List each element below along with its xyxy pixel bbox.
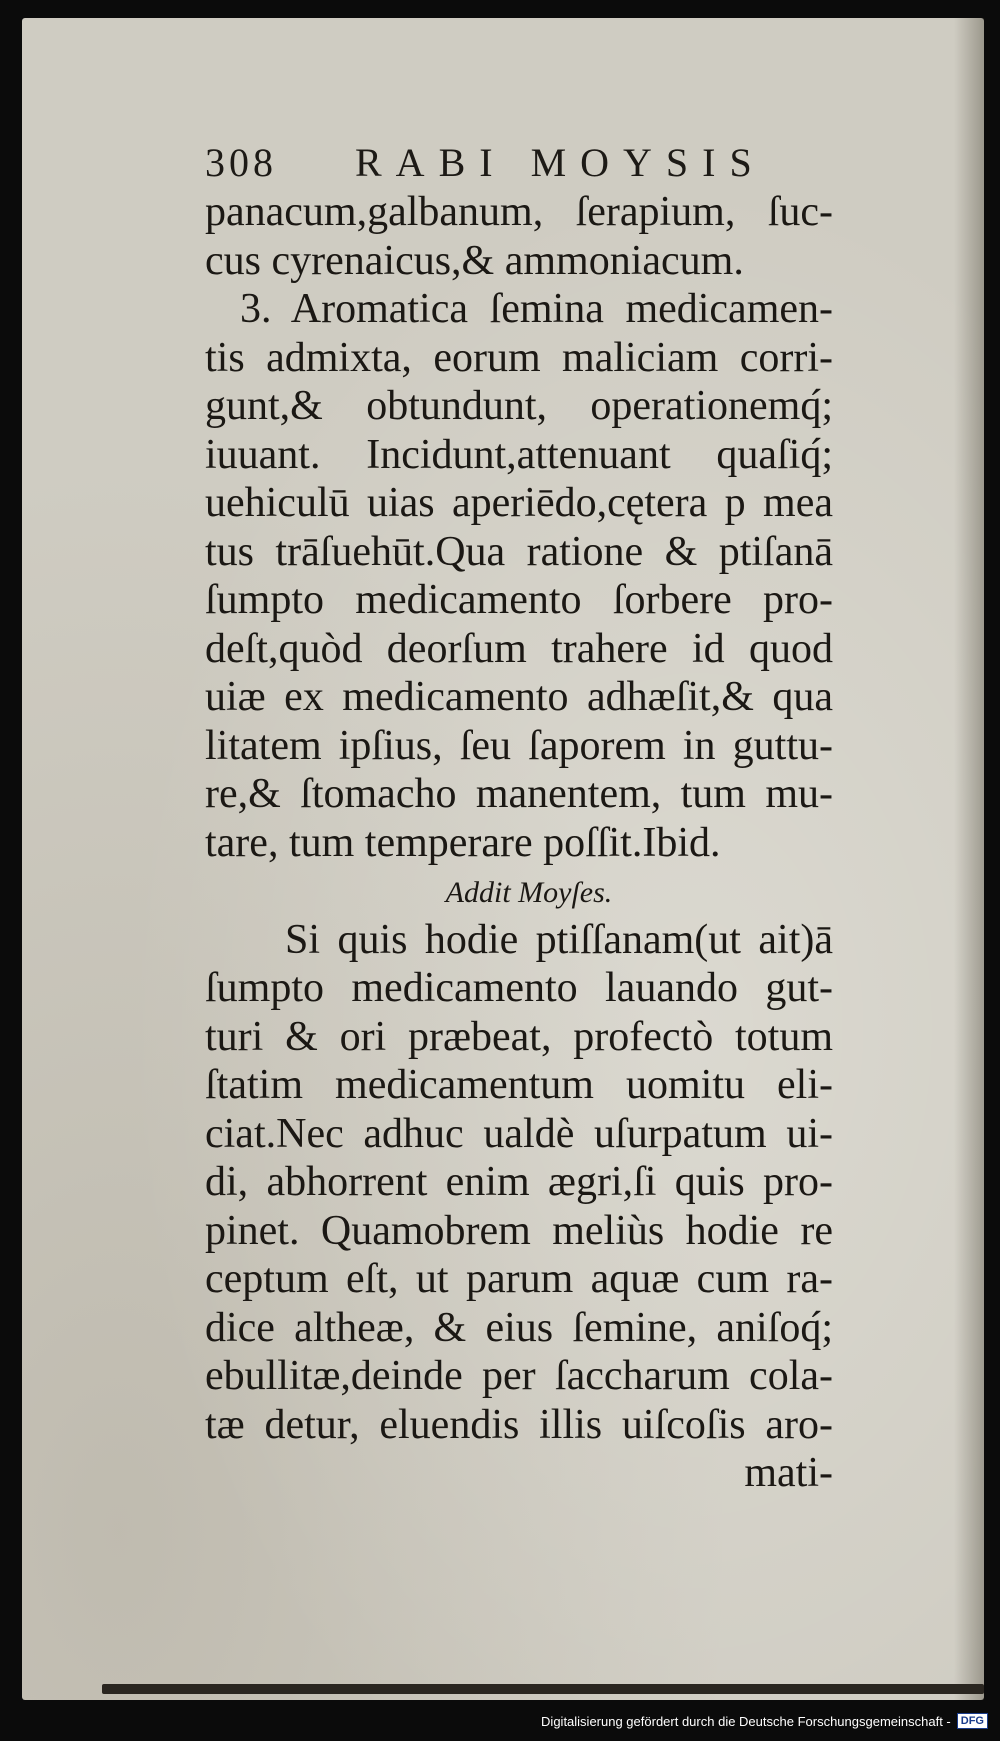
- text-line: tis admixta, eorum maliciam corri-: [205, 334, 833, 381]
- page-number: 308: [205, 140, 277, 185]
- text-line: di, abhorrent enim ægri,ſi quis pro-: [205, 1159, 833, 1205]
- text-line: re,& ſtomacho manentem, tum mu-: [205, 771, 833, 817]
- text-line: deſt,quòd deorſum trahere id quod: [205, 625, 833, 672]
- text-line: 3. Aromatica ſemina medicamen-: [240, 286, 833, 332]
- text-line: turi & ori præbeat, profectò totum: [205, 1013, 833, 1060]
- text-line: panacum,galbanum, ſerapium, ſuc-: [205, 189, 833, 235]
- page-header: [205, 135, 805, 187]
- text-line: gunt,& obtundunt, operationemq́;: [205, 383, 833, 429]
- text-line: ebullitæ,deinde per ſaccharum cola-: [205, 1353, 833, 1399]
- text-line: ſumpto medicamento lauando gut-: [205, 965, 833, 1011]
- digitization-footer: [541, 1711, 988, 1731]
- text-line: pinet. Quamobrem meliùs hodie re: [205, 1207, 833, 1254]
- text-line: ſumpto medicamento ſorbere pro-: [205, 577, 833, 623]
- text-line: iuuant. Incidunt,attenuant quaſiq́;: [205, 431, 833, 478]
- text-line: ſtatim medicamentum uomitu eli-: [205, 1062, 833, 1108]
- running-title: RABI MOYSIS: [355, 140, 766, 185]
- text-line: tus trāſuehūt.Qua ratione & ptiſanā: [205, 528, 833, 575]
- dfg-logo: DFG: [957, 1713, 988, 1729]
- text-line: litatem ipſius, ſeu ſaporem in guttu-: [205, 722, 833, 769]
- text-line: tæ detur, eluendis illis uiſcoſis aro-: [205, 1401, 833, 1448]
- text-line: Si quis hodie ptiſſanam(ut ait)ā: [285, 916, 833, 963]
- text-line: uehiculū uias aperiēdo,cętera p mea: [205, 480, 833, 526]
- text-line: dice altheæ, & eius ſemine, aniſoq́;: [205, 1304, 833, 1351]
- body-text: [205, 188, 833, 1498]
- text-line: ceptum eſt, ut parum aquæ cum ra-: [205, 1256, 833, 1302]
- text-line: uiæ ex medicamento adhæſit,& qua: [205, 674, 833, 720]
- page-bottom-edge: [102, 1684, 984, 1694]
- text-line: tare, tum temperare poſſit.Ibid.: [205, 819, 721, 866]
- section-subheading: Addit Moyſes.: [445, 876, 613, 909]
- text-line: cus cyrenaicus,& ammoniacum.: [205, 237, 744, 284]
- page-edge-shadow: [954, 18, 984, 1700]
- text-line: ciat.Nec adhuc ualdè uſurpatum ui-: [205, 1110, 833, 1157]
- catchword: mati-: [744, 1450, 833, 1496]
- footer-text: Digitalisierung gefördert durch die Deutsche Forschungsgemeinschaft -: [541, 1713, 951, 1729]
